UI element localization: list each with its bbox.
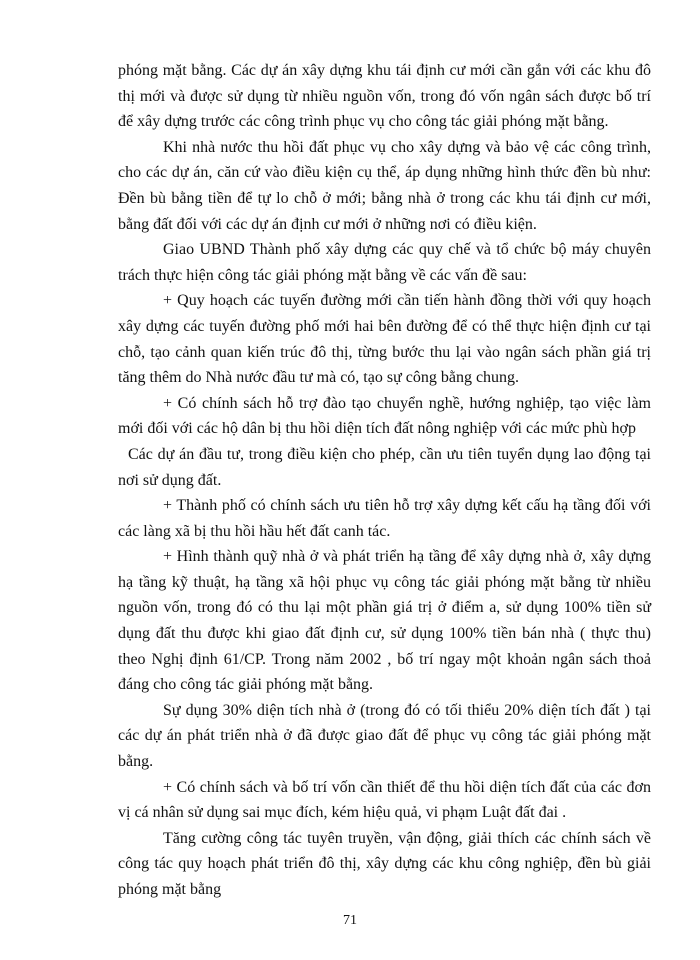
page-body (118, 58, 651, 903)
paragraph-3: Giao UBND Thành phố xây dựng các quy chế và tổ chức bộ máy chuyên trách thực hiện công tác giải phóng mặt bằng về các vấn đề sau: (118, 241, 651, 284)
paragraph-10: + Có chính sách và bố trí vốn cần thiết để thu hồi diện tích đất của các đơn vị cá nhân sử dụng sai mục đích, kém hiệu quả, vi phạm Luật đất đai . (118, 778, 651, 822)
paragraph-7: + Thành phố có chính sách ưu tiên hỗ trợ xây dựng kết cấu hạ tầng đối với các làng xã bị thu hồi hầu hết đất canh tác. (118, 497, 651, 540)
paragraph-4: + Quy hoạch các tuyến đường mới cần tiến hành đồng thời với quy hoạch xây dựng các tuyến đường phố mới hai bên đường để có thể thực hiện định cư tại chỗ, tạo cảnh quan kiến trúc đô thị, từng bước thu lại vào ngân sách phần giá trị tăng thêm do Nhà nước đầu tư mà có, tạo sự công bằng chung. (118, 292, 651, 387)
paragraph-9: Sự dụng 30% diện tích nhà ở (trong đó có tối thiểu 20% diện tích đất ) tại các dự án phát triển nhà ở đã được giao đất để phục vụ công tác giải phóng mặt bằng. (118, 701, 651, 771)
paragraph-5: + Có chính sách hỗ trợ đào tạo chuyển nghề, hướng nghiệp, tạo việc làm mới đối với các hộ dân bị thu hồi diện tích đất nông nghiệp với các mức phù hợp (118, 394, 651, 438)
paragraph-6: Các dự án đầu tư, trong điều kiện cho phép, cần ưu tiên tuyển dụng lao động tại nơi sử dụng đất. (118, 445, 651, 489)
paragraph-8: + Hình thành quỹ nhà ở và phát triển hạ tầng để xây dựng nhà ở, xây dựng hạ tầng kỹ thuật, hạ tầng xã hội phục vụ công tác giải phóng mặt bằng từ nhiều nguồn vốn, trong đó có thu lại một phần giá trị ở điểm a, sử dụng 100% tiền sử dụng đất thu được khi giao đất định cư, sử dụng 100% tiền bán nhà ( thực thu) theo Nghị định 61/CP. Trong năm 2002 , bố trí ngay một khoản ngân sách thoả đáng cho công tác giải phóng mặt bằng. (118, 548, 651, 694)
page-number: 71 (343, 913, 357, 928)
paragraph-11: Tăng cường công tác tuyên truyền, vận động, giải thích các chính sách về công tác quy hoạch phát triển đô thị, xây dựng các khu công nghiệp, đền bù giải phóng mặt bằng (118, 829, 651, 898)
paragraph-1: phóng mặt bằng. Các dự án xây dựng khu tái định cư mới cần gắn với các khu đô thị mới và được sử dụng từ nhiều nguồn vốn, trong đó vốn ngân sách được bố trí để xây dựng trước các công trình phục vụ cho công tác giải phóng mặt bằng. (118, 62, 651, 131)
paragraph-2: Khi nhà nước thu hồi đất phục vụ cho xây dựng và bảo vệ các công trình, cho các dự án, căn cứ vào điều kiện cụ thể, áp dụng những hình thức đền bù như: Đền bù bằng tiền để tự lo chỗ ở mới; bằng nhà ở trong các khu tái định cư mới, bằng đất đối với các dự án định cư mới ở những nơi có điều kiện. (118, 138, 651, 233)
